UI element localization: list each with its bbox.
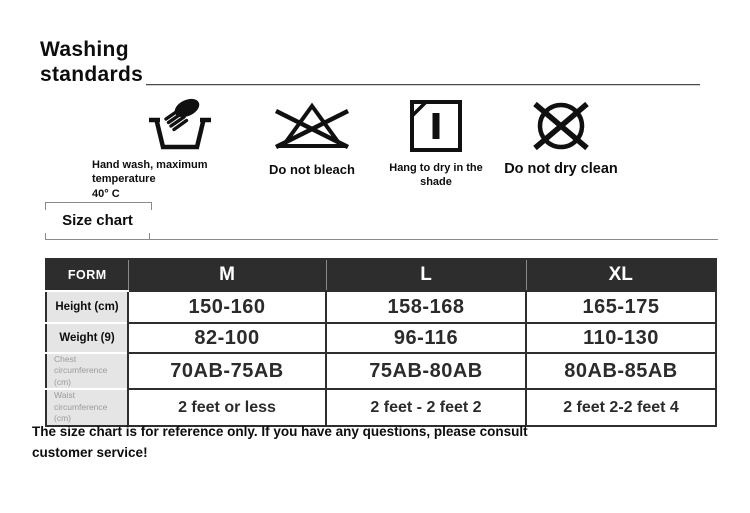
size-table	[45, 258, 717, 427]
hand-wash-icon	[92, 92, 268, 154]
row-label-waist: Waist circumference (cm)	[46, 389, 128, 425]
care-label-shade-dry: Hang to dry in the shade	[389, 162, 483, 189]
cell-weight-l: 96-116	[326, 323, 526, 353]
care-item-do-not-dry-clean	[498, 92, 624, 179]
care-item-hand-wash	[92, 92, 268, 201]
do-not-bleach-icon	[258, 92, 366, 154]
disclaimer-note: The size chart is for reference only. If you have any questions, please consult customer service!	[32, 424, 528, 460]
table-row-height	[46, 291, 716, 323]
size-table-header-row	[46, 259, 716, 291]
care-label-do-not-dry-clean: Do not dry clean	[504, 161, 618, 177]
cell-waist-m: 2 feet or less	[128, 389, 326, 425]
cell-chest-l: 75AB-80AB	[326, 353, 526, 389]
cell-waist-xl: 2 feet 2-2 feet 4	[526, 389, 716, 425]
cell-waist-l: 2 feet - 2 feet 2	[326, 389, 526, 425]
do-not-dry-clean-icon	[498, 92, 624, 154]
care-label-hand-wash: Hand wash, maximum temperature 40° C	[92, 159, 208, 200]
col-header-xl: XL	[526, 259, 716, 291]
size-chart-rule	[45, 239, 718, 240]
col-header-l: L	[326, 259, 526, 291]
page-title-line2: standards	[40, 62, 144, 86]
table-row-chest	[46, 353, 716, 389]
cell-height-m: 150-160	[128, 291, 326, 323]
care-item-shade-dry	[375, 92, 497, 190]
cell-chest-xl: 80AB-85AB	[526, 353, 716, 389]
row-label-height: Height (cm)	[46, 291, 128, 323]
care-label-do-not-bleach: Do not bleach	[269, 162, 355, 177]
cell-weight-m: 82-100	[128, 323, 326, 353]
page-title-line1: Washing	[40, 38, 129, 61]
size-chart-tab	[45, 202, 150, 239]
title-underline	[146, 84, 700, 85]
size-chart-section	[45, 202, 718, 240]
care-item-do-not-bleach	[258, 92, 366, 179]
table-row-waist	[46, 389, 716, 425]
cell-chest-m: 70AB-75AB	[128, 353, 326, 389]
table-row-weight	[46, 323, 716, 353]
shade-dry-icon	[375, 92, 497, 154]
cell-height-l: 158-168	[326, 291, 526, 323]
size-chart-tab-label: Size chart	[62, 212, 133, 229]
col-header-m: M	[128, 259, 326, 291]
cell-height-xl: 165-175	[526, 291, 716, 323]
row-label-weight: Weight (9)	[46, 323, 128, 353]
col-header-form: FORM	[46, 259, 128, 291]
page-title	[40, 38, 143, 88]
row-label-chest: Chest circumference (cm)	[46, 353, 128, 389]
cell-weight-xl: 110-130	[526, 323, 716, 353]
